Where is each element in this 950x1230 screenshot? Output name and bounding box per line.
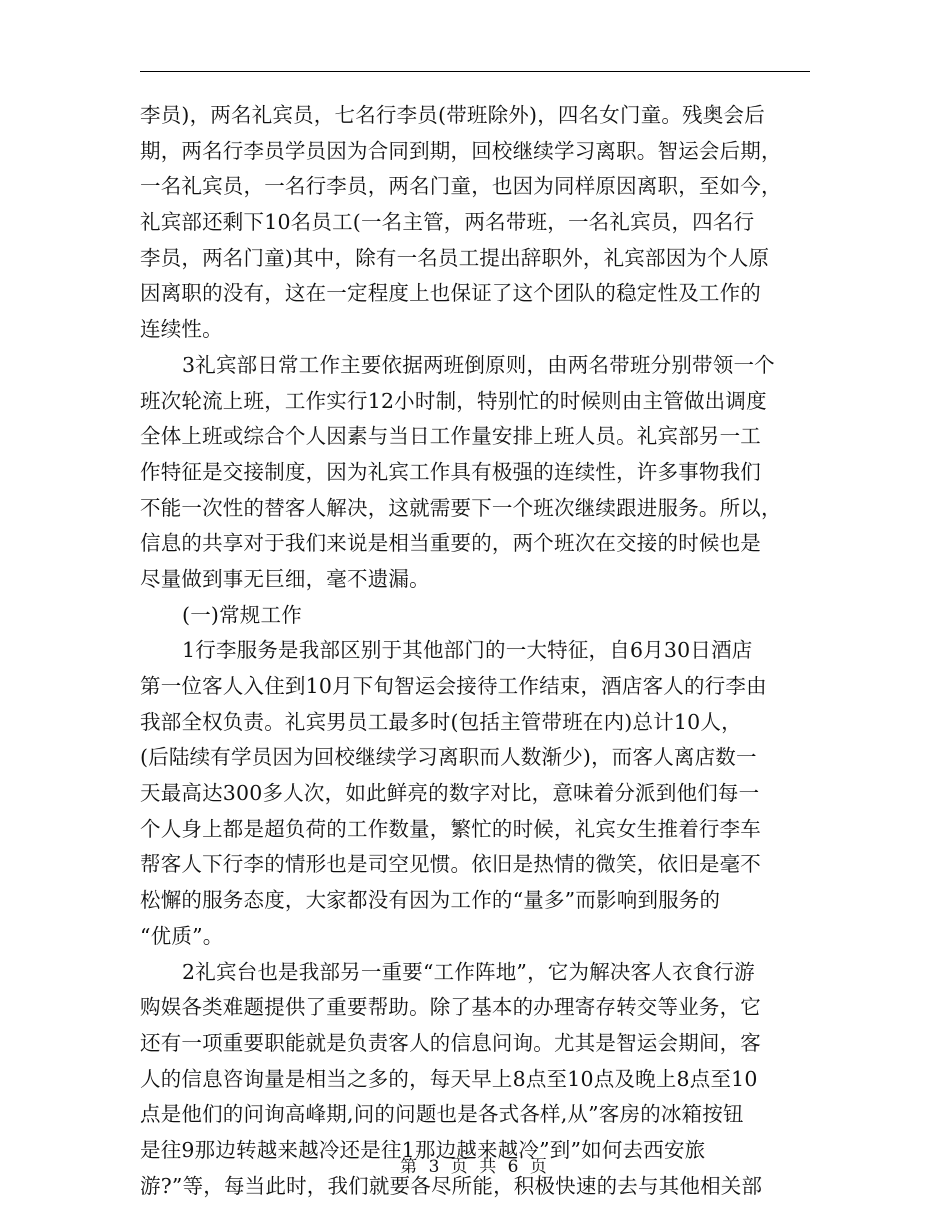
text-line: 班次轮流上班，工作实行12小时制，特别忙的时候则由主管做出调度	[140, 388, 767, 413]
text-line: 尽量做到事无巨细，毫不遗漏。	[140, 566, 430, 591]
text-line: 是往9那边转越来越冷还是往1那边越来越冷”到”如何去西安旅	[140, 1137, 706, 1162]
text-line: 松懈的服务态度，大家都没有因为工作的“量多”而影响到服务的	[140, 888, 721, 913]
text-line: 点是他们的问询高峰期,问的问题也是各式各样,从”客房的冰箱按钮	[140, 1102, 744, 1127]
text-line: 李员)，两名礼宾员，七名行李员(带班除外)，四名女门童。残奥会后	[140, 103, 765, 127]
text-line: 购娱各类难题提供了重要帮助。除了基本的办理寄存转交等业务，它	[140, 995, 761, 1020]
text-line: 不能一次性的替客人解决，这就需要下一个班次继续跟进服务。所以，	[140, 495, 782, 520]
text-line: 信息的共享对于我们来说是相当重要的，两个班次在交接的时候也是	[140, 531, 761, 556]
text-line: 天最高达300多人次，如此鲜亮的数字对比，意味着分派到他们每一	[140, 781, 760, 806]
text-line: 礼宾部还剩下10名员工(一名主管，两名带班，一名礼宾员，四名行	[140, 210, 755, 235]
text-line: “优质”。	[140, 923, 224, 948]
text-line: 全体上班或综合个人因素与当日工作量安排上班人员。礼宾部另一工	[140, 424, 761, 449]
text-line: 李员，两名门童)其中，除有一名员工提出辞职外，礼宾部因为个人原	[140, 245, 770, 270]
text-line: 3礼宾部日常工作主要依据两班倒原则，由两名带班分别带领一个	[182, 352, 775, 377]
text-line: 一名礼宾员，一名行李员，两名门童，也因为同样原因离职，至如今，	[140, 174, 782, 199]
header-rule	[140, 71, 810, 72]
text-line: 我部全权负责。礼宾男员工最多时(包括主管带班在内)总计10人，	[140, 709, 742, 734]
text-line: 期，两名行李员学员因为合同到期，回校继续学习离职。智运会后期，	[140, 138, 782, 163]
text-line: (一)常规工作	[182, 602, 302, 627]
page-number-footer: 第 3 页 共 6 页	[400, 1157, 550, 1177]
text-line: (后陆续有学员因为回校继续学习离职而人数渐少)，而客人离店数一	[140, 745, 757, 770]
text-line: 人的信息咨询量是相当之多的，每天早上8点至10点及晚上8点至10	[140, 1066, 758, 1091]
text-line: 第一位客人入住到10月下旬智运会接待工作结束，酒店客人的行李由	[140, 674, 767, 698]
text-line: 因离职的没有，这在一定程度上也保证了这个团队的稳定性及工作的	[140, 281, 761, 306]
text-line: 帮客人下行李的情形也是司空见惯。依旧是热情的微笑，依旧是毫不	[140, 852, 761, 877]
text-line: 连续性。	[140, 317, 223, 342]
text-line: 1行李服务是我部区别于其他部门的一大特征，自6月30日酒店	[182, 638, 753, 663]
text-line: 2礼宾台也是我部另一重要“工作阵地”，它为解决客人衣食行游	[182, 959, 755, 984]
text-line: 个人身上都是超负荷的工作数量，繁忙的时候，礼宾女生推着行李车	[140, 816, 761, 841]
text-line: 游?”等，每当此时，我们就要各尽所能，积极快速的去与其他相关部	[140, 1173, 763, 1198]
document-body	[140, 98, 812, 1204]
text-line: 还有一项重要职能就是负责客人的信息问询。尤其是智运会期间，客	[140, 1030, 761, 1055]
text-line: 作特征是交接制度，因为礼宾工作具有极强的连续性，许多事物我们	[140, 459, 761, 484]
